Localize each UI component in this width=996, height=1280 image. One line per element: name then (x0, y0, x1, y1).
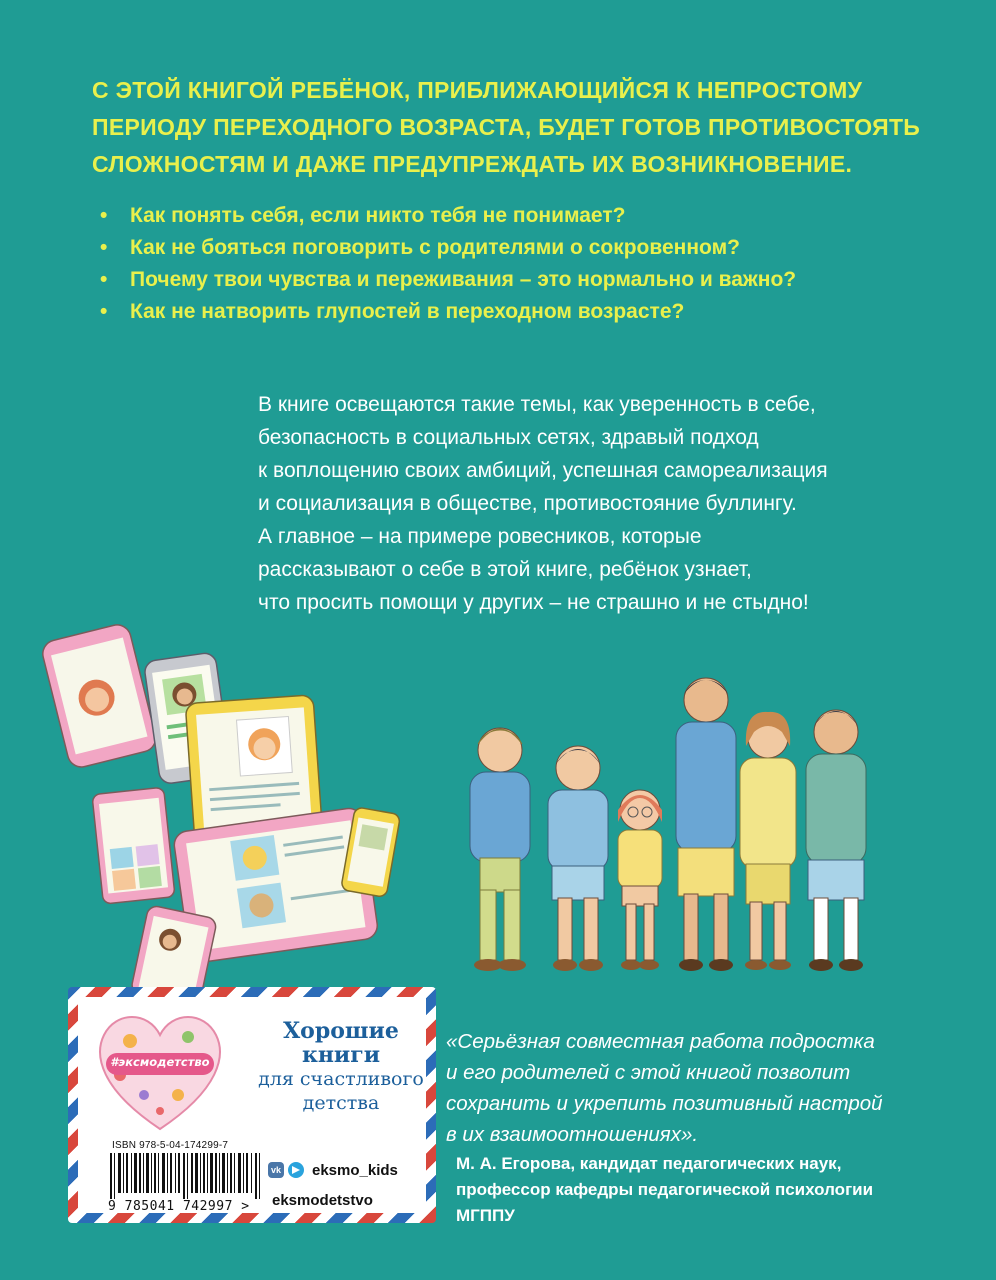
barcode (108, 1153, 262, 1199)
slogan-line: книги (301, 1042, 381, 1068)
lead-line: СЛОЖНОСТЯМ И ДАЖЕ ПРЕДУПРЕЖДАТЬ ИХ ВОЗНИКНОВЕНИЕ. (92, 151, 853, 177)
bullet-icon: • (100, 300, 108, 323)
social-links (268, 1157, 398, 1213)
vk-icon: vk (268, 1162, 284, 1178)
description-line: безопасность в социальных сетях, здравый подход (258, 426, 759, 449)
list-item-text: Почему твои чувства и переживания – это нормально и важно? (130, 268, 797, 291)
slogan-line: для счастливого (258, 1068, 424, 1090)
list-item (96, 200, 796, 232)
quote-author (456, 1151, 966, 1229)
author-line: М. А. Егорова, кандидат педагогических наук, (456, 1154, 842, 1173)
quote-line: в их взаимоотношениях». (446, 1123, 699, 1146)
isbn: ISBN 978-5-04-174299-7 (112, 1140, 229, 1151)
list-item-text: Как понять себя, если никто тебя не понимает? (130, 204, 626, 227)
description-line: что просить помощи у других – не страшно и не стыдно! (258, 591, 809, 614)
slogan-line: детства (302, 1092, 380, 1114)
bullet-icon: • (100, 268, 108, 291)
heart-hashtag: #эксмодетство (110, 1055, 210, 1069)
social-row (268, 1157, 398, 1183)
lead-text (92, 72, 952, 183)
heart-icon (90, 1003, 230, 1135)
description-line: рассказывают о себе в этой книге, ребёнок узнает, (258, 558, 752, 581)
author-line: профессор кафедры педагогической психологии (456, 1180, 874, 1199)
quote-line: и его родителей с этой книгой позволит (446, 1061, 851, 1084)
group-of-six-kids-illustration (440, 660, 880, 990)
expert-quote (446, 1026, 966, 1150)
slogan-line: Хорошие (283, 1018, 399, 1044)
list-item (96, 264, 796, 296)
description-line: А главное – на примере ровесников, которые (258, 525, 702, 548)
site-row (268, 1187, 398, 1213)
bullet-icon: • (100, 204, 108, 227)
bullet-icon: • (100, 236, 108, 259)
list-item (96, 232, 796, 264)
quote-line: «Серьёзная совместная работа подростка (446, 1030, 875, 1053)
slogan (246, 1019, 436, 1115)
social-handle: eksmo_kids (312, 1161, 398, 1179)
description-line: В книге освещаются такие темы, как уверенность в себе, (258, 393, 816, 416)
phones-and-tablets-illustration (40, 610, 400, 1000)
lead-line: ПЕРИОДУ ПЕРЕХОДНОГО ВОЗРАСТА, БУДЕТ ГОТОВ ПРОТИВОСТОЯТЬ (92, 114, 921, 140)
quote-line: сохранить и укрепить позитивный настрой (446, 1092, 883, 1115)
list-item-text: Как не бояться поговорить с родителями о сокровенном? (130, 236, 740, 259)
telegram-icon (288, 1162, 304, 1178)
book-description (258, 388, 938, 619)
site-name: eksmodetstvo (272, 1191, 373, 1209)
author-line: МГППУ (456, 1206, 515, 1225)
list-item-text: Как не натворить глупостей в переходном возрасте? (130, 300, 685, 323)
publisher-sticker (68, 987, 436, 1223)
sticker-inner (78, 997, 426, 1213)
heart-logo (90, 1003, 230, 1135)
barcode-number: 9 785041 742997 > (108, 1199, 250, 1214)
description-line: к воплощению своих амбиций, успешная самореализация (258, 459, 828, 482)
question-list (96, 200, 796, 328)
list-item (96, 296, 796, 328)
lead-line: С ЭТОЙ КНИГОЙ РЕБЁНОК, ПРИБЛИЖАЮЩИЙСЯ К НЕПРОСТОМУ (92, 77, 863, 103)
description-line: и социализация в обществе, противостояние буллингу. (258, 492, 797, 515)
